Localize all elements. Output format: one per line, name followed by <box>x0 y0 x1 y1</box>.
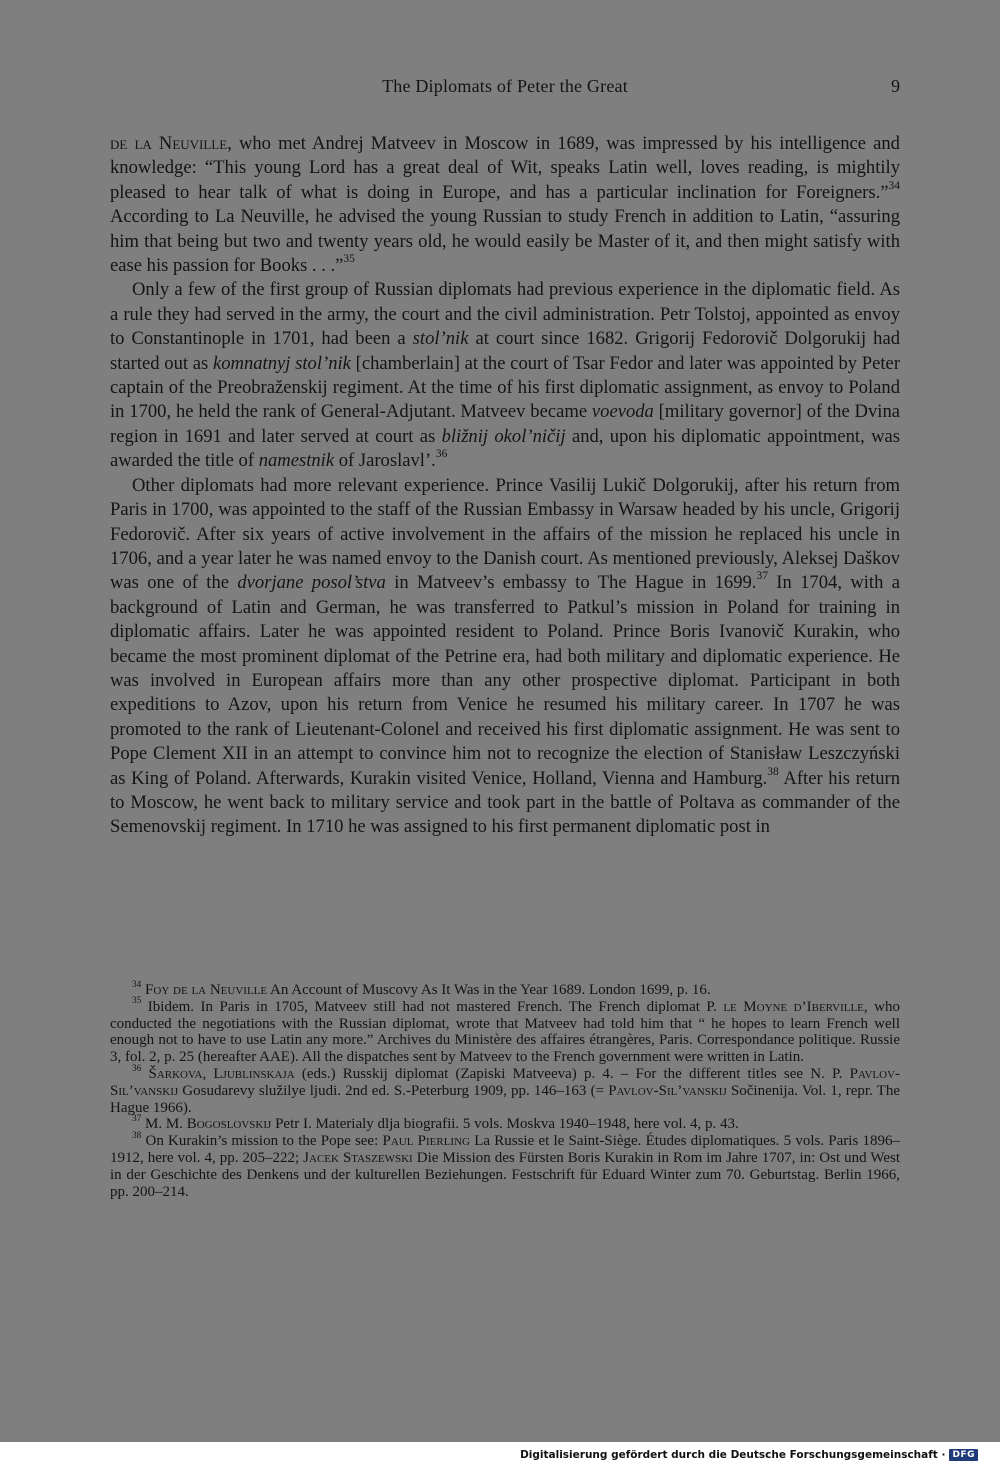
footnote-35 <box>110 996 900 1066</box>
running-header <box>110 76 900 102</box>
footnote-ref-35: 35 <box>343 253 355 266</box>
paragraph-text: After his return to Moscow, he went back to military service and took part in the battle of Poltava as commander of the Semenovskij regiment. In 1710 he was assigned to his first permanent diplomatic post in <box>110 767 900 838</box>
author-name: Bogoslovskij <box>186 1116 272 1133</box>
footnote-text: (eds.) Russkij diplomat (Zapiski Matveeva) p. 4. – For the different titles see <box>294 1065 811 1082</box>
footnote-text: M. M. <box>141 1116 187 1133</box>
page-number: 9 <box>891 76 900 96</box>
author-name: P. le Moyne d’Iberville <box>706 998 864 1015</box>
paragraph-text: Other diplomats had more relevant experience. Prince Vasilij Lukič Dolgorukij, after his return from Paris in 1700, was appointed to the staff of the Russian Embassy in Warsaw headed by his uncle, Grigorij Fedorovič. After six years of active involvement in the affairs of the mission he replaced his uncle in 1706, and a year later he was named envoy to the Danish court. As mentioned previously, Aleksej Daškov was one of the <box>110 474 900 594</box>
footnote-number: 34 <box>132 979 142 990</box>
body-text <box>110 132 900 840</box>
author-name: N. P. Pavlov-Sil’vanskij <box>110 1065 901 1099</box>
footnote-36 <box>110 1063 901 1116</box>
footnote-text: , who conducted the negotiations with the Russian diplomat, wrote that Matveev had told him that “ he hopes to learn French well enough not to have to use Latin any more.” Archives du Ministère des affaires étrangères, Paris. Correspondance politique. Russie 3, fol. 2, p. 25 (hereafter AAE). All the dispatches sent by Matveev to the French government were written in Latin. <box>110 998 900 1066</box>
author-name: Pavlov-Sil’vanskij <box>608 1082 727 1099</box>
paragraph-text: In 1704, with a background of Latin and German, he was transferred to Patkul’s mission in Poland for training in diplomatic affairs. Later he was appointed resident to Poland. Prince Boris Ivanovič Kurakin, who became the most prominent diplomat of the Petrine era, had both military and diplomatic experience. He was involved in European affairs more than any other prospective diplomat. Participant in both expeditions to Azov, upon his return from Venice he resumed his military career. In 1707 he was promoted to the rank of Lieutenant-Colonel and received his first diplomatic assignment. He was sent to Pope Clement XII in an attempt to convince him not to recognize the election of Stanisław Leszczyński as King of Poland. Afterwards, Kurakin visited Venice, Holland, Vienna and Hamburg. <box>110 572 900 789</box>
author-name: Paul Pierling <box>382 1133 470 1150</box>
paragraph-text: [military governor] of the Dvina region in 1691 and later served at court as <box>110 401 900 447</box>
credit-text: Digitalisierung gefördert durch die Deutsche Forschungsgemeinschaft · <box>520 1449 946 1461</box>
footnote-number: 36 <box>132 1063 142 1074</box>
paragraph-text: in Matveev’s embassy to The Hague in 1699. <box>385 572 757 594</box>
footnote-ref-38: 38 <box>767 765 779 778</box>
paragraph-text: at court since 1682. Grigorij Fedorovič Dolgorukij had started out as <box>110 328 900 374</box>
footnote-number: 38 <box>132 1130 142 1141</box>
paragraph-3 <box>110 474 900 840</box>
footnote-text: Gosudarevy služilye ljudi. 2nd ed. S.-Peterburg 1909, pp. 146–163 (= <box>178 1082 609 1099</box>
footnote-ref-36: 36 <box>435 448 448 461</box>
footnote-text: On Kurakin’s mission to the Pope see: <box>141 1133 383 1150</box>
footnote-ref-37: 37 <box>756 570 768 583</box>
footnote-ref-34: 34 <box>888 179 900 192</box>
paragraph-text: Only a few of the first group of Russian diplomats had previous experience in the diplomatic field. As a rule they had served in the army, the court and the civil administration. Petr Tolstoj, appointed as envoy to Constantinople in 1701, had been a <box>110 279 900 350</box>
paragraph-text: of Jaroslavl’. <box>334 450 436 472</box>
footnote-37 <box>110 1113 900 1133</box>
paragraph-text: [chamberlain] at the court of Tsar Fedor and later was appointed by Peter captain of the Preobraženskij regiment. At the time of his first diplomatic assignment, as envoy to Poland in 1700, he held the rank of General-Adjutant. Matveev became <box>110 352 901 423</box>
footnote-text: An Account of Muscovy As It Was in the Year 1689. London 1699, p. 16. <box>267 982 711 998</box>
footnote-text: Sočinenija. Vol. 1, repr. The Hague 1966). <box>110 1082 901 1116</box>
footnote-text: Ibidem. In Paris in 1705, Matveev still had not mastered French. The French diplomat <box>141 998 707 1015</box>
running-title: The Diplomats of Peter the Great <box>382 76 628 96</box>
italic-term: bližnij okol’ničij <box>441 425 566 447</box>
footnotes <box>110 979 901 1200</box>
author-name: Jacek Staszewski <box>303 1149 413 1166</box>
dfg-logo-icon: DFG <box>949 1449 978 1461</box>
footnote-number: 35 <box>132 996 142 1007</box>
footnote-text: Die Mission des Fürsten Boris Kurakin in Rom im Jahre 1707, in: Ost und West in der Geschichte des Denkens und der kulturellen Beziehungen. Festschrift für Eduard Winter zum 70. Geburtstag. Berlin 1966, pp. 200–214. <box>110 1149 900 1200</box>
paragraph-text: and, upon his diplomatic appointment, was awarded the title of <box>110 425 900 472</box>
paragraph-1 <box>110 132 900 278</box>
paragraph-2 <box>110 278 900 473</box>
author-name: de la Neuville <box>110 133 228 154</box>
digitization-credit <box>520 1446 978 1464</box>
footnote-34 <box>110 979 900 999</box>
footnote-38 <box>110 1130 901 1200</box>
footnote-text: Petr I. Materialy dlja biografii. 5 vols. Moskva 1940–1948, here vol. 4, p. 43. <box>271 1116 739 1133</box>
author-name: Foy de la Neuville <box>145 982 268 998</box>
italic-term: komnatnyj stol’nik <box>212 352 351 374</box>
paragraph-text: , who met Andrej Matveev in Moscow in 1689, was impressed by his intelligence and knowledge: “This young Lord has a great deal of Wit, speaks Latin well, loves reading, is mightily pleased to hear talk of what is doing in Europe, and has a particular inclination for Foreigners.” <box>110 133 900 203</box>
footnote-text: La Russie et le Saint-Siège. Études diplomatiques. 5 vols. Paris 1896–1912, here vol. 4, pp. 205–222; <box>110 1133 901 1166</box>
italic-term: voevoda <box>591 401 654 423</box>
italic-term: namestnik <box>258 450 335 472</box>
italic-term: dvorjane posol’stva <box>237 572 386 594</box>
italic-term: stol’nik <box>412 328 469 350</box>
footnote-number: 37 <box>132 1113 142 1124</box>
author-name: Šarkova, Ljublinskaja <box>148 1065 295 1082</box>
paragraph-text: According to La Neuville, he advised the young Russian to study French in addition to Latin, “assuring him that being but two and twenty years old, he would easily be Master of it, and then might satisfy with ease his passion for Books . . .” <box>110 206 900 277</box>
